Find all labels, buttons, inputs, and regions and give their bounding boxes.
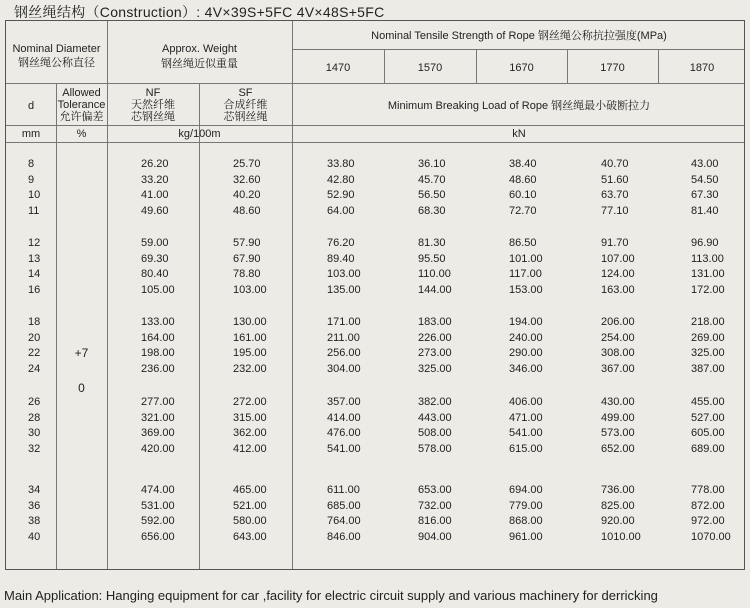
value-cell: 76.20 [327,237,355,249]
value-cell: 67.30 [691,189,719,201]
value-cell: 1010.00 [601,530,641,543]
value-cell: 52.90 [327,189,355,201]
value-cell: 656.00 [141,530,175,543]
value-cell: 25.70 [233,158,261,170]
sf-header: SF [238,87,253,99]
value-cell: 194.00 [509,316,543,328]
value-cell: 764.00 [327,515,361,527]
value-cell: 117.00 [509,268,542,280]
value-cell: 198.00 [141,347,175,359]
diameter-cell: 40 [28,530,41,543]
value-cell: 26.20 [141,158,169,170]
diameter-cell: 22 [28,347,41,359]
nominal-diameter-header: Nominal Diameter [12,43,101,55]
value-cell: 406.00 [509,396,543,408]
value-cell: 904.00 [418,530,452,543]
value-cell: 63.70 [601,189,629,201]
value-cell: 42.80 [327,173,355,186]
value-cell: 45.70 [418,173,446,186]
value-cell: 51.60 [601,173,629,186]
value-cell: 541.00 [327,442,361,455]
value-cell: 846.00 [327,530,361,543]
diameter-cell: 34 [28,484,41,496]
diameter-cell: 8 [28,158,35,170]
diameter-cell: 13 [28,252,41,265]
nominal-diameter-header-cn: 钢丝绳公称直径 [18,57,95,69]
value-cell: 779.00 [509,499,543,512]
value-cell: 131.00 [691,268,725,280]
grid-line [6,125,744,126]
value-cell: 256.00 [327,347,361,359]
tolerance-zero: 0 [78,381,85,395]
value-cell: 321.00 [141,411,175,424]
value-cell: 443.00 [418,411,452,424]
value-cell: 32.60 [233,173,261,186]
value-cell: 171.00 [327,316,361,328]
approx-weight-header: Approx. Weight [161,43,237,55]
unit-kn: kN [512,128,526,140]
value-cell: 254.00 [601,331,635,344]
value-cell: 476.00 [327,427,361,439]
diameter-cell: 10 [28,189,41,201]
value-cell: 290.00 [509,347,543,359]
value-cell: 240.00 [509,331,543,344]
value-cell: 382.00 [418,396,452,408]
value-cell: 732.00 [418,499,452,512]
value-cell: 40.70 [601,158,629,170]
value-cell: 135.00 [327,283,361,296]
value-cell: 357.00 [327,396,361,408]
grid-line [56,83,57,569]
diameter-cell: 32 [28,442,41,455]
value-cell: 183.00 [418,316,452,328]
value-cell: 78.80 [233,268,261,280]
grid-line [6,83,744,84]
value-cell: 420.00 [141,442,175,455]
value-cell: 508.00 [418,427,452,439]
value-cell: 653.00 [418,484,452,496]
value-cell: 59.00 [141,237,169,249]
value-cell: 652.00 [601,442,635,455]
value-cell: 95.50 [418,252,446,265]
value-cell: 48.60 [509,173,537,186]
value-cell: 48.60 [233,204,261,217]
value-cell: 387.00 [691,362,725,375]
unit-percent: % [76,128,87,140]
table-title: 钢丝绳结构（Construction）: 4V×39S+5FC 4V×48S+5FC [14,4,385,20]
diameter-cell: 28 [28,411,41,424]
value-cell: 130.00 [233,316,267,328]
value-cell: 269.00 [691,331,725,344]
value-cell: 211.00 [327,331,360,344]
value-cell: 77.10 [601,204,629,217]
grade-header: 1770 [600,62,625,74]
value-cell: 685.00 [327,499,361,512]
approx-weight-header-cn: 钢丝绳近似重量 [161,58,238,70]
value-cell: 272.00 [233,396,267,408]
tolerance-header: Tolerance [57,99,106,111]
value-cell: 474.00 [141,484,175,496]
main-application-note: Main Application: Hanging equipment for car ,facility for electric circuit supply and various machinery for derricking [4,588,658,603]
min-breaking-load-header: Minimum Breaking Load of Rope 钢丝绳最小破断拉力 [387,100,651,112]
value-cell: 218.00 [691,316,725,328]
value-cell: 195.00 [233,347,267,359]
value-cell: 64.00 [327,204,355,217]
value-cell: 81.40 [691,204,719,217]
diameter-symbol: d [27,100,35,112]
value-cell: 33.80 [327,158,355,170]
value-cell: 80.40 [141,268,169,280]
value-cell: 362.00 [233,427,267,439]
value-cell: 573.00 [601,427,635,439]
value-cell: 54.50 [691,173,719,186]
value-cell: 972.00 [691,515,725,527]
grade-header: 1670 [509,62,534,74]
unit-mm: mm [21,128,41,140]
value-cell: 133.00 [141,316,175,328]
value-cell: 86.50 [509,237,537,249]
value-cell: 68.30 [418,204,446,217]
value-cell: 56.50 [418,189,446,201]
value-cell: 60.10 [509,189,537,201]
diameter-cell: 38 [28,515,41,527]
value-cell: 499.00 [601,411,635,424]
value-cell: 232.00 [233,362,267,375]
grade-header: 1870 [689,62,715,74]
unit-weight: kg/100m [178,128,221,140]
value-cell: 694.00 [509,484,543,496]
nf-header-cn: 天然纤维 [131,99,175,111]
value-cell: 414.00 [327,411,361,424]
value-cell: 455.00 [691,396,725,408]
nf-header: NF [145,87,161,99]
value-cell: 346.00 [509,362,543,375]
value-cell: 124.00 [601,268,635,280]
grade-header: 1570 [417,62,443,74]
value-cell: 325.00 [418,362,452,375]
grade-header: 1470 [325,62,351,74]
value-cell: 161.00 [233,331,267,344]
value-cell: 81.30 [418,237,446,249]
value-cell: 430.00 [601,396,635,408]
value-cell: 38.40 [509,158,537,170]
tensile-strength-header: Nominal Tensile Strength of Rope 钢丝绳公称抗拉强度(MPa) [371,30,667,42]
value-cell: 110.00 [418,268,451,280]
value-cell: 611.00 [327,484,360,496]
value-cell: 49.60 [141,204,169,217]
value-cell: 315.00 [233,411,267,424]
tolerance-plus: +7 [74,346,89,360]
value-cell: 465.00 [233,484,267,496]
value-cell: 920.00 [601,515,635,527]
value-cell: 96.90 [691,237,719,249]
value-cell: 43.00 [691,158,719,170]
value-cell: 172.00 [691,283,725,296]
diameter-cell: 12 [28,237,41,249]
value-cell: 236.00 [141,362,175,375]
value-cell: 605.00 [691,427,725,439]
diameter-cell: 11 [28,204,40,217]
value-cell: 153.00 [509,283,543,296]
value-cell: 367.00 [601,362,635,375]
value-cell: 41.00 [141,189,169,201]
value-cell: 226.00 [418,331,452,344]
value-cell: 471.00 [509,411,543,424]
value-cell: 91.70 [601,237,629,249]
value-cell: 36.10 [418,158,446,170]
grid-line [292,49,744,50]
value-cell: 521.00 [233,499,267,512]
value-cell: 72.70 [509,204,537,217]
value-cell: 107.00 [601,252,635,265]
diameter-cell: 26 [28,396,41,408]
value-cell: 277.00 [141,396,175,408]
value-cell: 412.00 [233,442,267,455]
breaking-load-table [5,20,745,570]
value-cell: 778.00 [691,484,725,496]
value-cell: 643.00 [233,530,267,543]
tolerance-header-cn: 允许偏差 [59,111,104,123]
value-cell: 369.00 [141,427,175,439]
value-cell: 103.00 [327,268,361,280]
value-cell: 816.00 [418,515,452,527]
value-cell: 206.00 [601,316,635,328]
nf-header-cn: 芯钢丝绳 [131,111,175,123]
value-cell: 689.00 [691,442,725,455]
value-cell: 163.00 [601,283,635,296]
diameter-cell: 24 [28,362,41,375]
value-cell: 164.00 [141,331,175,344]
value-cell: 825.00 [601,499,635,512]
value-cell: 527.00 [691,411,725,424]
diameter-cell: 16 [28,283,41,296]
diameter-cell: 30 [28,427,41,439]
diameter-cell: 14 [28,268,41,280]
diameter-cell: 9 [28,173,35,186]
value-cell: 325.00 [691,347,725,359]
value-cell: 69.30 [141,252,169,265]
diameter-cell: 20 [28,331,41,344]
value-cell: 868.00 [509,515,543,527]
diameter-cell: 36 [28,499,41,512]
value-cell: 578.00 [418,442,452,455]
value-cell: 101.00 [509,252,543,265]
tolerance-header: Allowed [62,87,101,99]
value-cell: 144.00 [418,283,452,296]
diameter-cell: 18 [28,316,41,328]
value-cell: 67.90 [233,252,261,265]
value-cell: 872.00 [691,499,725,512]
value-cell: 273.00 [418,347,452,359]
grid-line [6,142,744,143]
value-cell: 89.40 [327,252,355,265]
value-cell: 103.00 [233,283,267,296]
value-cell: 541.00 [509,427,543,439]
value-cell: 736.00 [601,484,635,496]
value-cell: 961.00 [509,530,543,543]
sf-header-cn: 芯钢丝绳 [223,111,268,123]
value-cell: 304.00 [327,362,361,375]
value-cell: 1070.00 [691,530,731,543]
value-cell: 580.00 [233,515,267,527]
sf-header-cn: 合成纤维 [223,99,268,111]
value-cell: 57.90 [233,237,261,249]
value-cell: 308.00 [601,347,635,359]
value-cell: 531.00 [141,499,175,512]
value-cell: 615.00 [509,442,543,455]
value-cell: 592.00 [141,515,175,527]
grid-line [199,83,200,569]
value-cell: 105.00 [141,283,175,296]
value-cell: 40.20 [233,189,261,201]
value-cell: 33.20 [141,173,169,186]
value-cell: 113.00 [691,252,724,265]
